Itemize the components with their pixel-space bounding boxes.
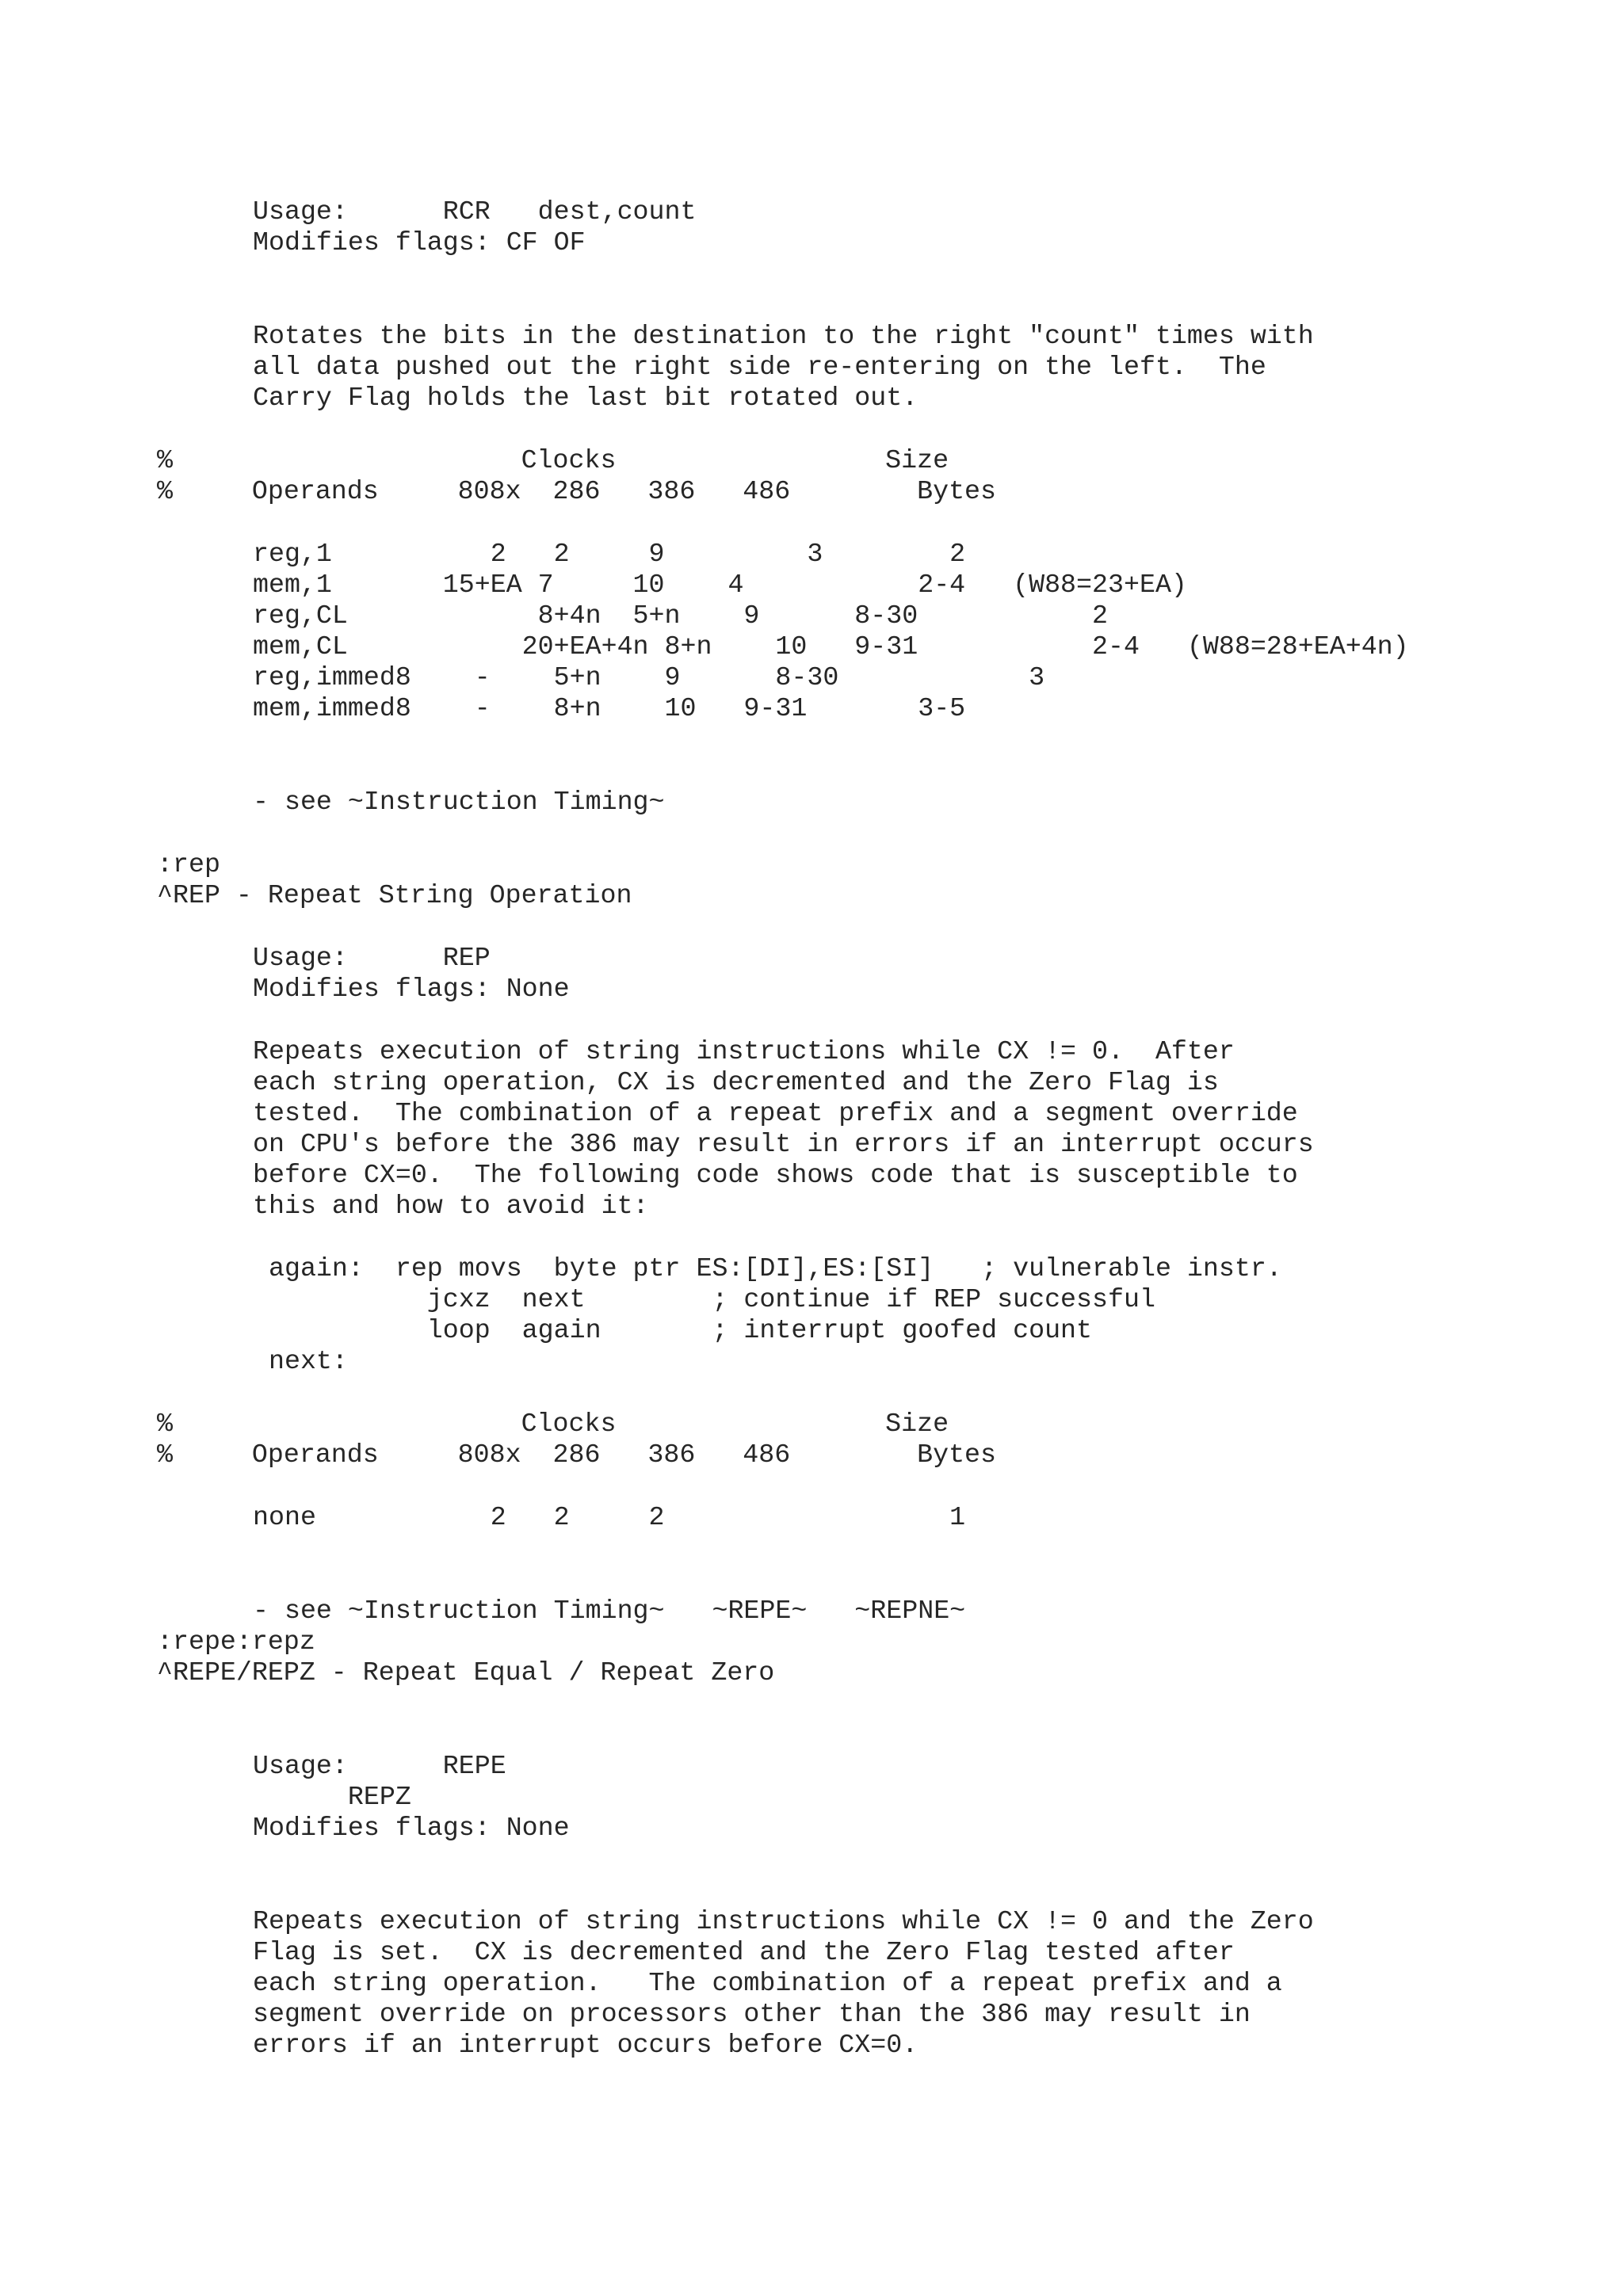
text-line: Repeats execution of string instructions while CX != 0. After <box>253 1036 1235 1066</box>
text-line: - see ~Instruction Timing~ <box>253 787 665 817</box>
text-line: Modifies flags: CF OF <box>253 227 586 257</box>
text-line: reg,CL 8+4n 5+n 9 8-30 2 <box>253 601 1108 631</box>
text-line: % Clocks Size <box>157 445 949 475</box>
text-line: tested. The combination of a repeat prefix and a segment override <box>253 1098 1298 1128</box>
text-line: again: rep movs byte ptr ES:[DI],ES:[SI] ; vulnerable instr. <box>253 1253 1282 1283</box>
text-line: segment override on processors other than the 386 may result in <box>253 1999 1251 2029</box>
text-line: none 2 2 2 1 <box>253 1502 966 1532</box>
text-line: mem,1 15+EA 7 10 4 2-4 (W88=23+EA) <box>253 570 1187 600</box>
text-line: % Operands 808x 286 386 486 Bytes <box>157 476 997 506</box>
text-line: on CPU's before the 386 may result in errors if an interrupt occurs <box>253 1129 1314 1159</box>
text-line: REPZ <box>253 1782 411 1812</box>
text-line: Repeats execution of string instructions while CX != 0 and the Zero <box>253 1906 1314 1936</box>
text-line: reg,immed8 - 5+n 9 8-30 3 <box>253 662 1045 692</box>
text-line: mem,immed8 - 8+n 10 9-31 3-5 <box>253 693 966 723</box>
text-line: Modifies flags: None <box>253 1813 570 1843</box>
text-line: Usage: REP <box>253 943 491 973</box>
text-line: each string operation, CX is decremented and the Zero Flag is <box>253 1067 1219 1097</box>
text-line: mem,CL 20+EA+4n 8+n 10 9-31 2-4 (W88=28+EA+4n) <box>253 631 1409 662</box>
text-line: - see ~Instruction Timing~ ~REPE~ ~REPNE~ <box>253 1596 966 1626</box>
text-line: :repe:repz <box>157 1627 315 1657</box>
text-line: all data pushed out the right side re-entering on the left. The <box>253 352 1266 382</box>
text-line: Usage: REPE <box>253 1751 506 1781</box>
text-line: this and how to avoid it: <box>253 1191 649 1221</box>
text-line: Rotates the bits in the destination to the right "count" times with <box>253 321 1314 351</box>
text-line: reg,1 2 2 9 3 2 <box>253 539 966 569</box>
text-line: Flag is set. CX is decremented and the Zero Flag tested after <box>253 1937 1235 1967</box>
text-line: % Clocks Size <box>157 1409 949 1439</box>
text-line: ^REP - Repeat String Operation <box>157 880 632 910</box>
text-line: Usage: RCR dest,count <box>253 196 697 227</box>
text-line: :rep <box>157 849 220 879</box>
text-line: loop again ; interrupt goofed count <box>253 1315 1093 1345</box>
text-line: % Operands 808x 286 386 486 Bytes <box>157 1440 997 1470</box>
text-line: before CX=0. The following code shows code that is susceptible to <box>253 1160 1298 1190</box>
text-line: next: <box>253 1346 348 1376</box>
text-line: errors if an interrupt occurs before CX=0. <box>253 2030 918 2060</box>
text-line: ^REPE/REPZ - Repeat Equal / Repeat Zero <box>157 1657 775 1688</box>
text-line: Carry Flag holds the last bit rotated out. <box>253 383 918 413</box>
text-line: each string operation. The combination of a repeat prefix and a <box>253 1968 1282 1998</box>
text-line: Modifies flags: None <box>253 974 570 1004</box>
text-line: jcxz next ; continue if REP successful <box>253 1284 1155 1314</box>
